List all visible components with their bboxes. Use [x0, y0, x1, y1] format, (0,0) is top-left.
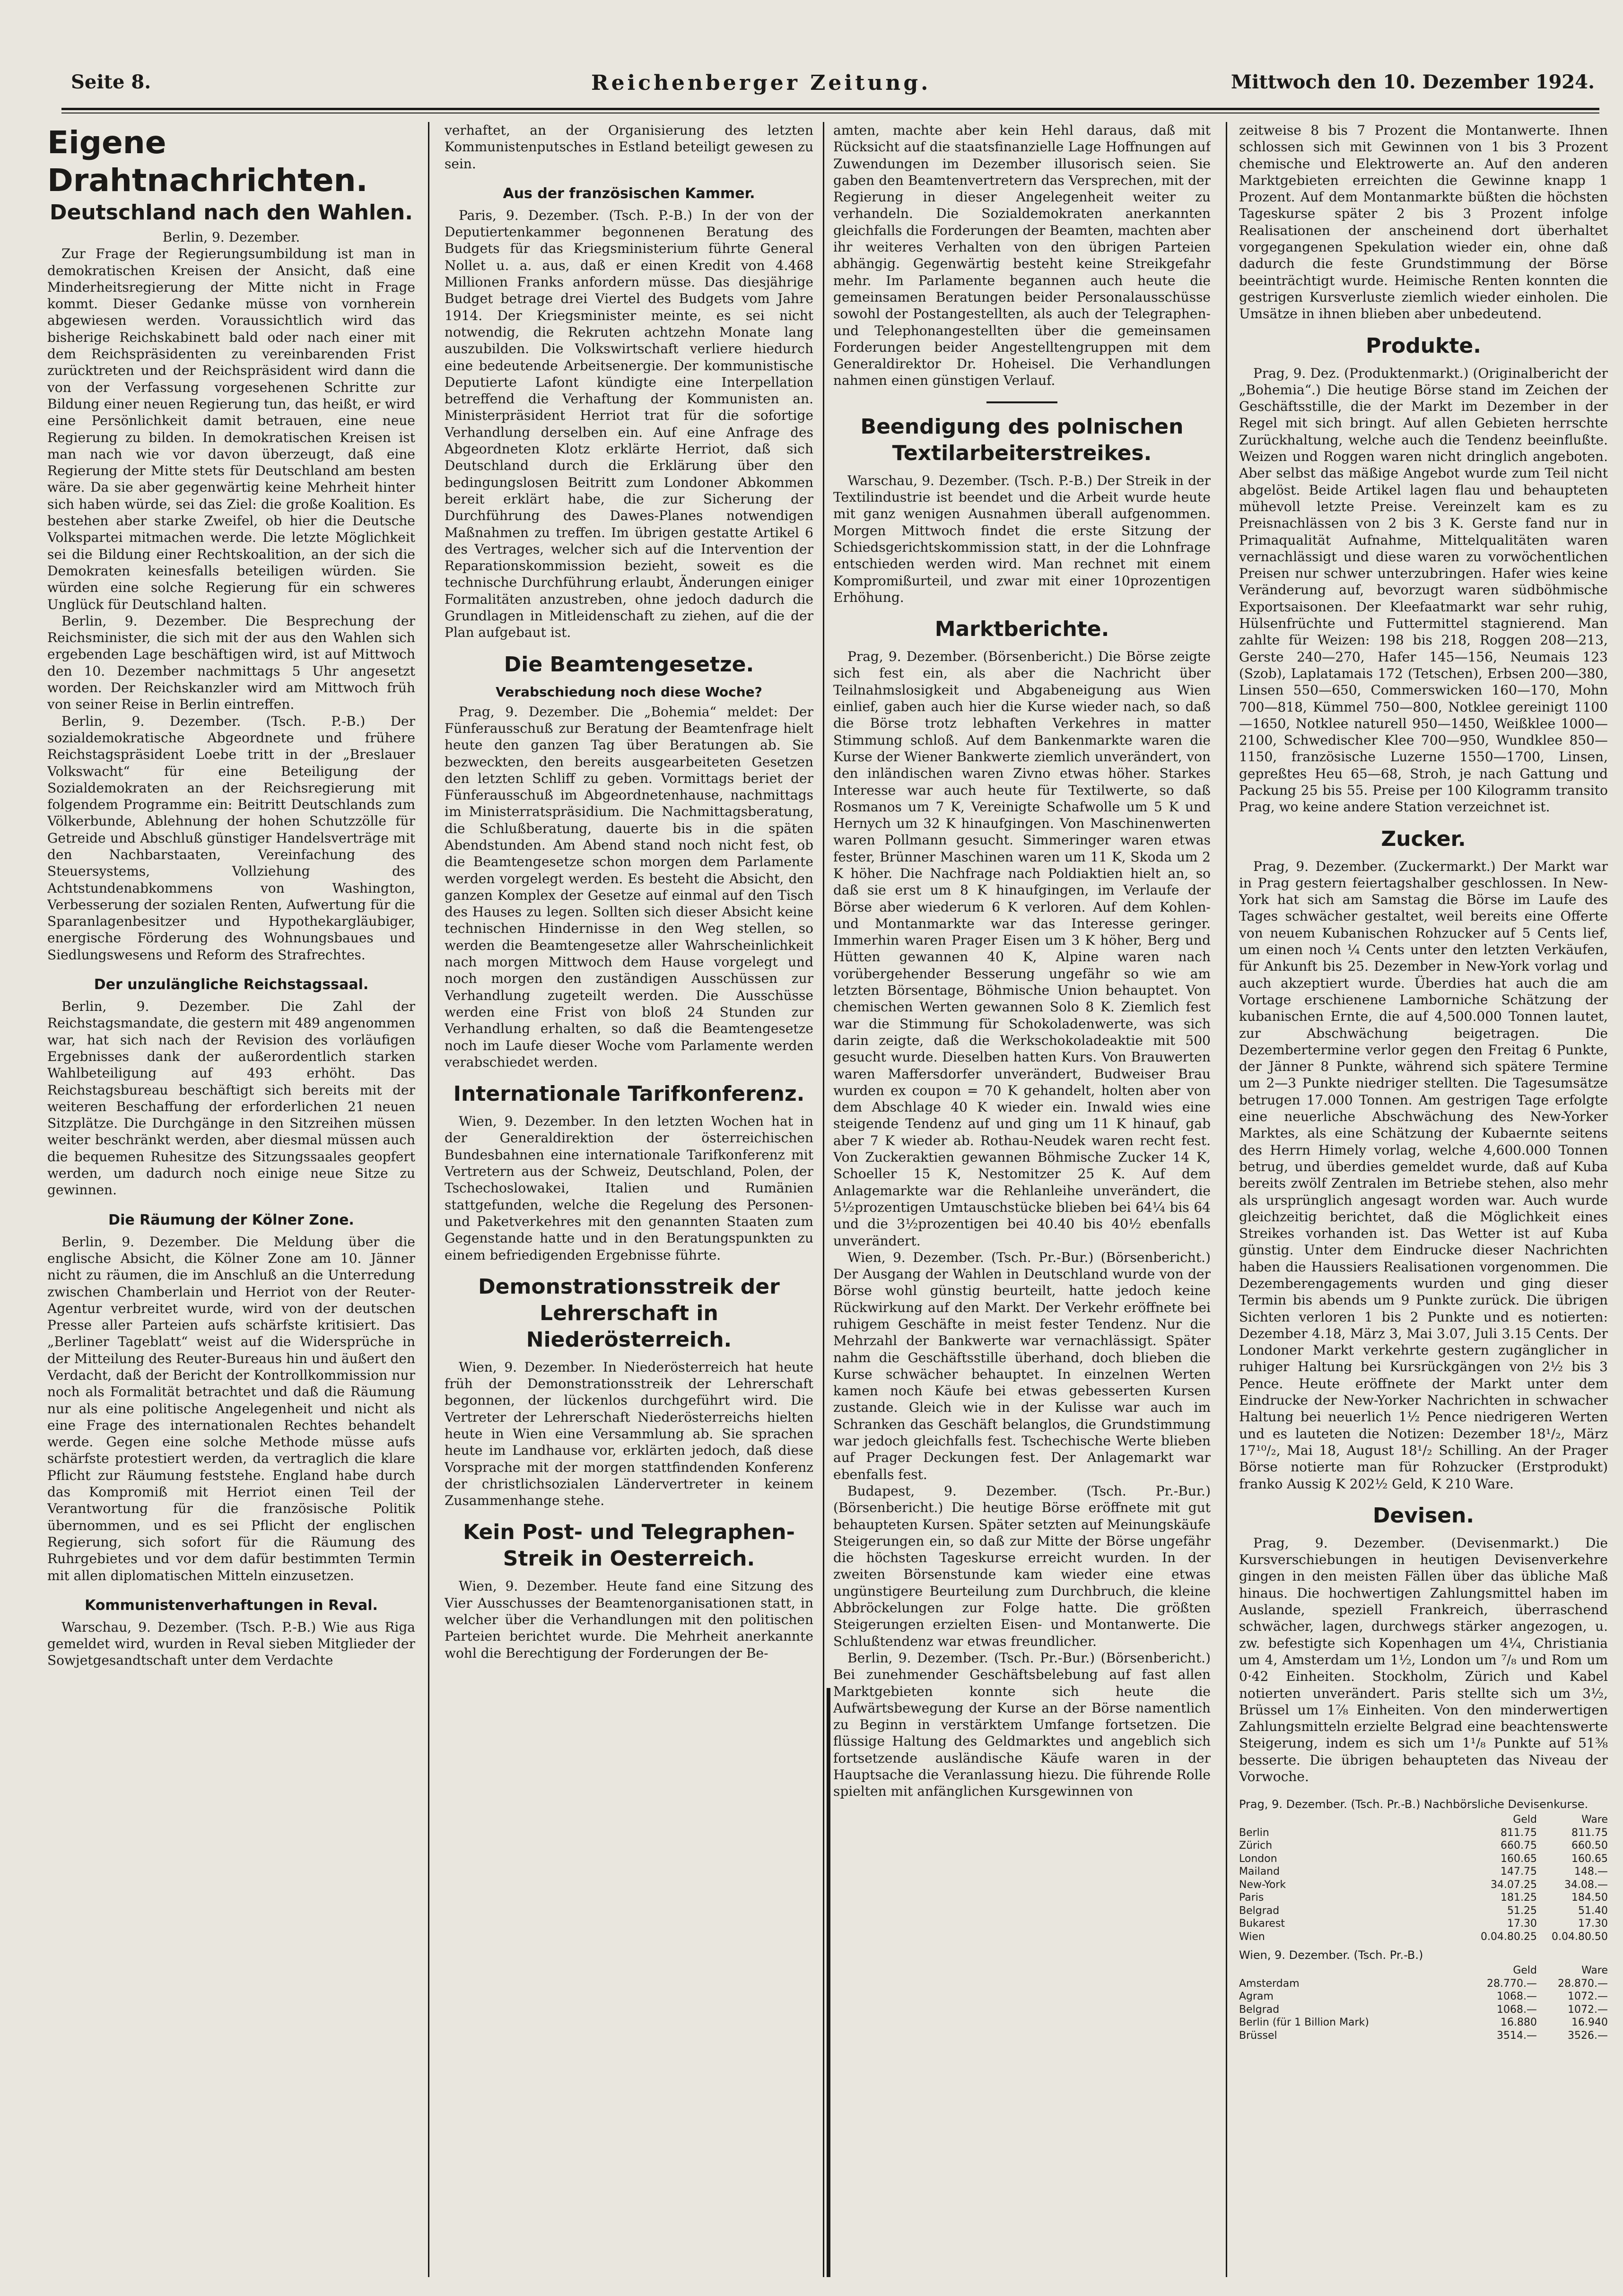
article-headline: Die Räumung der Kölner Zone.	[108, 1211, 354, 1228]
bid-cell: 1068.—	[1497, 2003, 1537, 2016]
city-cell: Zürich	[1239, 1840, 1273, 1852]
ask-cell: 148.—	[1574, 1866, 1608, 1878]
column-divider	[1226, 122, 1227, 2277]
table-row	[1239, 1865, 1608, 1879]
paragraph: Prag, 9. Dezember. (Zuckermarkt.) Der Markt war in Prag gestern feiertagshalber geschlossen. In New-York hat sich am Samstag die Börse im Laufe des Tages schwächer gestaltet, weil bereits eine Offerte von neuem Kubanischen Rohzucker auf 5 Cents lief, um einen noch ¼ Cents unter den letzten Verkäufen, für Ankunft bis 25. Dezember in New-York vorlag und auch akzeptiert wurde. Überdies hat auch die am Vortage erschienene Lamborniche Schätzung der kubanischen Ernte, die auf 4,500.000 Tonnen lautet, zur Abschwächung beigetragen. Die Dezembertermine verlor gegen den Freitag 6 Punkte, der Jänner 8 Punkte, während sich spätere Termine um 2—3 Punkte niedriger stellten. Die Tagesumsätze betrugen 17.000 Tonnen. Am gestrigen Tage erfolgte eine neuerliche Abschwächung des New-Yorker Marktes, als eine Schätzung der Kubaernte seitens des Herrn Himely vorlag, welche 4,600.000 Tonnen betrug, und überdies gemeldet wurde, daß auf Kuba bereits zwölf Zentralen im Betriebe stehen, also mehr als ursprünglich angesagt worden war. Auch wurde gleichzeitig berichtet, daß die Möglichkeit eines Streikes vorhanden ist. Das Wetter ist auf Kuba günstig. Unter dem Eindrucke dieser Nachrichten haben die Haussiers Realisationen vorgenommen. Die Dezemberengagements wurden und ging dieser Termin bis abends um 9 Punkte zurück. Die übrigen Sichten verloren 1 bis 2 Punkte und es notierten: Dezember 4.18, März 3, Mai 3.07, Juli 3.15 Cents. Der Londoner Markt verkehrte gestern zugänglicher in ruhiger Haltung bei Kursrückgängen von 2½ bis 3 Pence. Heute eröffnete der Markt unter dem Eindrucke der New-Yorker Nachrichten in schwacher Haltung bei neuerlich 1½ Pence niedrigeren Werten und es lauteten die Notizen: Dezember 18¹/₂, März 17¹⁰/₂, Mai 18, August 18¹/₂ Schilling. An der Prager Börse notierte man für Rohzucker (Erstprodukt) franko Aussig K 202½ Geld, K 210 Ware.	[1239, 858, 1608, 1492]
city-cell: London	[1239, 1852, 1277, 1865]
article-headline: Kommunistenverhaftungen in Reval.	[85, 1597, 378, 1614]
bid-cell: 160.65	[1501, 1852, 1537, 1865]
ask-cell: 160.65	[1571, 1852, 1608, 1865]
section-headline: Zucker.	[1381, 826, 1466, 851]
dateline: Berlin, 9. Dezember.	[162, 229, 300, 245]
paragraph: Berlin, 9. Dezember. Die Zahl der Reichstagsmandate, die gestern mit 489 angenommen war, hat sich nach der Revision des vorläufigen Ergebnisses dank der außerordentlich starken Wahlbeteiligung auf 493 erhöht. Das Reichstagsbureau beschäftigt sich bereits mit der weiteren Beschaffung der erforderlichen 21 neuen Sitzplätze. Die Durchgänge in den Sitzreihen müssen weiter beschränkt werden, aber diesmal müssen auch die bequemen Ruhesitze des Sitzungssaales geopfert werden, um dadurch noch einige neue Sitze zu gewinnen.	[47, 999, 415, 1198]
article-headline: Die Beamtengesetze.	[504, 652, 754, 677]
table-title: Wien, 9. Dezember. (Tsch. Pr.-B.)	[1239, 1948, 1423, 1962]
paragraph: Wien, 9. Dezember. In den letzten Wochen hat in der Generaldirektion der österreichischen Bundesbahnen eine internationale Tarifkonferenz mit Vertretern aus der Schweiz, Deutschland, Polen, der Tschechoslowakei, Italien und Rumänien stattgefunden, welche die Regelung des Personen- und Paketverkehres mit den genannten Staaten zum Gegenstande hatte und in den Beratungspunkten zu einem befriedigenden Ergebnisse führte.	[445, 1113, 813, 1263]
column-1	[47, 122, 415, 2277]
ask-cell: 28.870.—	[1558, 1977, 1608, 1990]
column-divider	[428, 122, 429, 2277]
table-row	[1239, 1990, 1608, 2003]
bid-cell: 0.04.80.25	[1481, 1931, 1537, 1943]
table-row	[1239, 1826, 1608, 1840]
table-header-row	[1239, 1964, 1608, 1977]
paragraph: Prag, 9. Dezember. (Börsenbericht.) Die Börse zeigte sich fest ein, als aber die Nachricht über Teilnahmslosigkeit und Abgabeneigung aus Wien einlief, gaben auch hier die Kurse wieder nach, so daß die Börse trotz lebhaften Verkehres in matter Stimmung schloß. Auf dem Bankenmarkte waren die Kurse der Wiener Bankwerte ziemlich unverändert, von den inländischen waren Zivno etwas höher. Starkes Interesse war auch heute für Textilwerte, so daß Rosmanos um 7 K, Vereinigte Schafwolle um 5 K und Hernych um 32 K hinaufgingen. Von Maschinenwerten waren Pollmann gesucht. Simmeringer waren etwas fester, Brünner Maschinen waren um 11 K, Skoda um 2 K höher. Die Nachfrage nach Poldiaktien hielt an, so daß sie erst um 8 K hinaufgingen, im Verlaufe der Börse aber wiederum 6 K verloren. Auf dem Kohlen- und Montanmarkte war das Interesse geringer. Immerhin waren Prager Eisen um 3 K höher, Berg und Hütten gewannen 40 K, Alpine waren nach vorübergehender Besserung ungefähr so wie am letzten Börsentage, Böhmische Union behauptet. Von chemischen Werten gewannen Solo 8 K. Ziemlich fest war die Stimmung für Schokoladenwerte, was sich darin zeigte, daß die Werkschokoladeaktie mit 500 gesucht wurde. Dieselben hatten Kurs. Von Brauwerten waren Maffersdorfer unverändert, Budweiser Brau wurden ex coupon = 70 K gehandelt, holten aber von dem Abschlage 40 K wieder ein. Inwald wies eine steigende Tendenz auf und ging um 11 K hinauf, gab aber 7 K wieder ab. Rothau-Neudek waren recht fest. Von Zuckeraktien gewannen Böhmische Zucker 14 K, Schoeller 15 K, Nestomitzer 25 K. Auf dem Anlagemarkte war die Rehlanleihe unverändert, die 5½prozentigen Umtauschstücke blieben bei 64¼ bis 64 und die 3½prozentigen bei 40.40 bis 40½ ebenfalls unverändert.	[833, 649, 1211, 1249]
bid-cell: 17.30	[1507, 1918, 1537, 1930]
paragraph: Berlin, 9. Dezember. Die Besprechung der Reichsminister, die sich mit der aus den Wahlen sich ergebenden Lage beschäftigen wird, ist auf Mittwoch den 10. Dezember nachmittags 5 Uhr angesetzt worden. Der Reichskanzler wird am Mittwoch früh von seiner Reise in Berlin eintreffen.	[47, 613, 415, 713]
bid-cell: 3514.—	[1497, 2029, 1537, 2042]
city-cell: New-York	[1239, 1879, 1286, 1891]
bid-cell: 34.07.25	[1491, 1879, 1537, 1891]
column-header: Geld	[1513, 1965, 1537, 1977]
ask-cell: 3526.—	[1568, 2029, 1608, 2042]
exchange-rate-table	[1239, 1964, 1608, 2042]
column-header: Ware	[1581, 1965, 1608, 1977]
paragraph: Berlin, 9. Dezember. (Tsch. Pr.-Bur.) (Börsenbericht.) Bei zunehmender Geschäftsbelebung auf fast allen Marktgebieten konnte sich heute die Aufwärtsbewegung der Kurse an der Börse namentlich zu Beginn in verstärktem Umfange fortsetzen. Die flüssige Haltung des Geldmarktes und angeblich sich fortsetzende ausländische Käufe waren in der Hauptsache die Veranlassung hiezu. Die führende Rolle spielten mit anfänglichen Kursgewinnen von	[833, 1650, 1211, 1800]
paragraph: Warschau, 9. Dezember. (Tsch. P.-B.) Der Streik in der Textilindustrie ist beendet und die Arbeit wurde heute mit ganz wenigen Ausnahmen überall aufgenommen. Morgen Mittwoch findet die erste Sitzung der Schiedsgerichtskommission statt, in der die Lohnfrage entschieden werden wird. Man rechnet mit einem Kompromißurteil, und zwar mit einer 10prozentigen Erhöhung.	[833, 472, 1211, 605]
issue-date: Mittwoch den 10. Dezember 1924.	[1230, 71, 1595, 93]
city-cell: Paris	[1239, 1892, 1264, 1904]
paragraph: Zur Frage der Regierungsumbildung ist man in demokratischen Kreisen der Ansicht, daß eine Minderheitsregierung der Mitte nicht in Frage kommt. Dieser Gedanke müsse von vornherein abgewiesen werden. Voraussichtlich wird das bisherige Reichskabinett bald oder nach einer mit dem Reichspräsidenten zu vereinbarenden Frist zurücktreten und der Reichspräsident wird dann die von der Verfassung vorgesehenen Schritte zur Bildung einer neuen Regierung tun, das heißt, er wird eine Persönlichkeit damit betrauen, eine neue Regierung zu bilden. In demokratischen Kreisen ist man nach wie vor davon überzeugt, daß eine Regierung der Mitte stets für Deutschland am besten wäre. Da sie aber gegenwärtig keine Mehrheit hinter sich haben würde, sei das Ziel: die große Koalition. Es bestehen aber starke Zweifel, ob hier die Deutsche Volkspartei mitmachen werde. Die letzte Möglichkeit sei die Bildung einer Rechtskoalition, an der sich die Demokraten keinesfalls beteiligen würden. Sie würden eine solche Regierung für ein schweres Unglück für Deutschland halten.	[47, 246, 415, 612]
city-cell: Berlin (für 1 Billion Mark)	[1239, 2017, 1369, 2029]
table-row	[1239, 1839, 1608, 1852]
paragraph: amten, machte aber kein Hehl daraus, daß mit Rücksicht auf die staatsfinanzielle Lage Hoffnungen auf Zuwendungen im Dezember illusorisch seien. Sie gaben den Beamtenvertretern das Versprechen, mit der Regierung in dieser Angelegenheit weiter zu verhandeln. Die Sozialdemokraten anerkannten gleichfalls die Forderungen der Beamten, machten aber ihr weiteres Verhalten von den übrigen Parteien abhängig. Gegenwärtig besteht keine Streikgefahr mehr. Im Parlamente begannen auch heute die gemeinsamen Beratungen beider Personalausschüsse sowohl der Postangestellten, als auch der Telegraphen- und Telephonangestellten über die gemeinsamen Forderungen beider Angestelltengruppen mit dem Generaldirektor Dr. Hoheisel. Die Verhandlungen nahmen einen günstigen Verlauf.	[833, 122, 1211, 389]
bid-cell: 147.75	[1501, 1866, 1537, 1878]
ask-cell: 16.940	[1571, 2017, 1608, 2029]
masthead: Reichenberger Zeitung.	[591, 71, 931, 95]
bid-cell: 16.880	[1501, 2017, 1537, 2029]
bid-cell: 1068.—	[1497, 1991, 1537, 2003]
table-row	[1239, 1879, 1608, 1892]
ask-cell: 17.30	[1578, 1918, 1608, 1930]
page-number: Seite 8.	[71, 71, 151, 93]
city-cell: Belgrad	[1239, 2003, 1280, 2016]
table-row	[1239, 2003, 1608, 2017]
bid-cell: 660.75	[1501, 1840, 1537, 1852]
article-headline: Internationale Tarifkonferenz.	[453, 1082, 805, 1106]
bid-cell: 181.25	[1501, 1892, 1537, 1904]
paragraph: Paris, 9. Dezember. (Tsch. P.-B.) In der von der Deputiertenkammer begonnenen Beratung des Budgets für das Kriegsministerium führte General Nollet u. a. aus, daß er einen Kredit von 4.468 Millionen Franks anfordern müsse. Das diesjährige Budget betrage drei Viertel des Budgets vom Jahre 1914. Der Kriegsminister meinte, es sei nicht notwendig, die Rekruten achtzehn Monate lang auszubilden. Die Volkswirtschaft verliere hiedurch eine bedeutende Arbeitsenergie. Der kommunistische Deputierte Lafont kündigte eine Interpellation betreffend die Verhaftung der Kommunisten an. Ministerpräsident Herriot trat für die sofortige Verhandlung derselben ein. Auf eine Anfrage des Abgeordneten Klotz erklärte Herriot, daß sich Deutschland durch die Erklärung über den bedingungslosen Beitritt zum Londoner Abkommen bereit erklärt habe, die zur Sicherung der Durchführung des Dawes-Planes notwendigen Maßnahmen zu treffen. Im übrigen gestatte Artikel 6 des Vertrages, welcher sich auf die Intervention der Reparationskommission bezieht, soweit es die technische Durchführung erlaubt, Änderungen einiger Formalitäten anzustreben, ohne jedoch dadurch die Grundlagen in Mitleidenschaft zu ziehen, auf die der Plan aufgebaut ist.	[445, 207, 813, 641]
city-cell: Wien	[1239, 1931, 1265, 1943]
article-subheadline: Verabschiedung noch diese Woche?	[496, 684, 762, 700]
ask-cell: 811.75	[1571, 1826, 1608, 1839]
column-header: Ware	[1581, 1814, 1608, 1826]
column-header	[1239, 1964, 1466, 1977]
table-header-row	[1239, 1813, 1608, 1826]
bid-cell: 51.25	[1507, 1905, 1537, 1917]
table-row	[1239, 1891, 1608, 1905]
ask-cell: 1072.—	[1568, 1991, 1608, 2003]
city-cell: Berlin	[1239, 1826, 1269, 1839]
table-row	[1239, 1852, 1608, 1866]
paragraph: Wien, 9. Dezember. (Tsch. Pr.-Bur.) (Börsenbericht.) Der Ausgang der Wahlen in Deutschland wurde von der Börse wohl günstig beurteilt, hatte jedoch keine Rückwirkung auf den Markt. Der Verkehr eröffnete bei ruhigem Geschäfte in meist fester Tendenz. Nur die Mehrzahl der Bankwerte war vernachlässigt. Später nahm die Geschäftsstille überhand, doch blieben die Kurse schwächer behauptet. In einzelnen Werten kamen noch Käufe bei etwas gebesserten Kursen zustande. Gleich wie in der Kulisse war auch im Schranken das Geschäft belanglos, die Grundstimmung war jedoch gleichfalls fest. Tschechische Werte blieben auf Prager Deckungen fest. Der Anlagemarkt war ebenfalls fest.	[833, 1249, 1211, 1482]
column-3	[833, 122, 1211, 2277]
bid-cell: 28.770.—	[1487, 1977, 1537, 1990]
paragraph: Budapest, 9. Dezember. (Tsch. Pr.-Bur.) (Börsenbericht.) Die heutige Börse eröffnete mit gut behaupteten Kursen. Später setzten auf Meinungskäufe Steigerungen ein, so daß zur Mitte der Börse ungefähr die höchsten Tageskurse erreicht wurden. In der zweiten Börsenstunde kam wieder eine etwas ungünstigere Beurteilung zum Durchbruch, die kleine Abbröckelungen zur Folge hatte. Die größten Steigerungen erzielten Eisen- und Montanwerte. Die Schlußtendenz war etwas freundlicher.	[833, 1483, 1211, 1649]
column-divider	[823, 122, 824, 2277]
ask-cell: 34.08.—	[1564, 1879, 1608, 1891]
city-cell: Agram	[1239, 1991, 1274, 2003]
ask-cell: 51.40	[1578, 1905, 1608, 1917]
column-header: Geld	[1513, 1814, 1537, 1826]
article-headline: Der unzulängliche Reichstagssaal.	[94, 976, 369, 993]
table-row	[1239, 1931, 1608, 1944]
paragraph: zeitweise 8 bis 7 Prozent die Montanwerte. Ihnen schlossen sich mit Gewinnen von 1 bis 3 Prozent chemische und Elektrowerte an. Auf den anderen Marktgebieten erreichten die Gewinne knapp 1 Prozent. Auf dem Montanmarkte büßten die höchsten Tageskurse später 2 bis 3 Prozent infolge Realisationen der anscheinend dort überhaltet vorgegangenen Spekulation wieder ein, ohne daß dadurch die feste Grundstimmung der Börse beeinträchtigt wurde. Heimische Renten konnten die gestrigen Kursverluste ziemlich wieder einholen. Die Umsätze in ihnen blieben aber unbedeutend.	[1239, 122, 1608, 322]
city-cell: Amsterdam	[1239, 1977, 1300, 1990]
ask-cell: 660.50	[1571, 1840, 1608, 1852]
column-4	[1239, 122, 1608, 2277]
city-cell: Bukarest	[1239, 1918, 1285, 1930]
city-cell: Brüssel	[1239, 2029, 1277, 2042]
city-cell: Mailand	[1239, 1866, 1280, 1878]
paragraph: Berlin, 9. Dezember. (Tsch. P.-B.) Der sozialdemokratische Abgeordnete und frühere Reichstagspräsident Loebe tritt in der „Breslauer Volkswacht“ für eine Beteiligung der Sozialdemokraten an der Reichsregierung mit folgendem Programme ein: Beitritt Deutschlands zum Völkerbunde, Ablehnung der hohen Schutzzölle für Getreide und Abschluß günstiger Handelsverträge mit den Nachbarstaaten, Vereinfachung des Steuersystems, Vollziehung des Achtstundenabkommens von Washington, Verbesserung der sozialen Renten, Aufwertung für die Sparanlagenbesitzer und Hypothekargläubiger, energische Förderung des Wohnungsbaues und Siedlungswesens und Reform des Strafrechtes.	[47, 713, 415, 963]
article-headline: Beendigung des polnischen Textilarbeiterstreikes.	[860, 414, 1184, 465]
article-headline: Demonstrationsstreik der Lehrerschaft in Niederösterreich.	[478, 1274, 780, 1352]
section-headline: Marktberichte.	[934, 617, 1109, 642]
ask-cell: 184.50	[1571, 1892, 1608, 1904]
article-headline: Kein Post- und Telegraphen-Streik in Oesterreich.	[463, 1520, 795, 1571]
ask-cell: 1072.—	[1568, 2003, 1608, 2016]
section-title: Eigene Drahtnachrichten.	[47, 124, 368, 199]
table-row	[1239, 1917, 1608, 1931]
table-row	[1239, 2016, 1608, 2029]
section-rule	[986, 401, 1057, 403]
paragraph: verhaftet, an der Organisierung des letzten Kommunistenputsches in Estland beteiligt gewesen zu sein.	[445, 122, 813, 172]
column-2	[445, 122, 813, 2277]
table-row	[1239, 2029, 1608, 2043]
paragraph: Berlin, 9. Dezember. Die Meldung über die englische Absicht, die Kölner Zone am 10. Jänner nicht zu räumen, die im Anschluß an die Unterredung zwischen Chamberlain und Herriot von der Reuter-Agentur verbreitet wurde, wird von der deutschen Presse aller Parteien aufs schärfste kritisiert. Das „Berliner Tageblatt“ weist auf die Widersprüche in der Mitteilung des Reuter-Bureaus hin und äußert den Verdacht, daß der Bericht der Kontrollkommission nur noch als Formalität betrachtet und daß die Räumung nur als eine politische Angelegenheit und nicht als eine Frage des internationalen Rechtes behandelt werde. Gegen eine solche Methode müsse aufs schärfste protestiert werden, da vertraglich die klare Pflicht zur Räumung feststehe. England habe durch das Kompromiß mit Herriot einen Teil der Verantwortung für die französische Politik übernommen, und es sei Pflicht der englischen Regierung, sich sofort für die Räumung des Ruhrgebietes und vor dem dafür bestimmten Termin mit allen diplomatischen Mitteln einzusetzen.	[47, 1234, 415, 1583]
paragraph: Prag, 9. Dezember. Die „Bohemia“ meldet: Der Fünferausschuß zur Beratung der Beamtenfrage hielt heute den ganzen Tag über Beratungen ab. Sie bezweckten, den bereits ausgearbeiteten Gesetzen den letzten Schliff zu geben. Vormittags beriet der Fünferausschuß im Abgeordnetenhause, nachmittags im Ministerratspräsidium. Die Nachmittagsberatung, die Schlußberatung, dauerte bis in die späten Abendstunden. Am Abend stand noch nicht fest, ob die Beamtengesetze schon morgen dem Parlamente werden vorgelegt werden. Es besteht die Absicht, den ganzen Komplex der Gesetze auf einmal auf den Tisch des Hauses zu legen. Sollten sich dieser Absicht keine technischen Hindernisse in den Weg stellen, so werden die Beamtengesetze aller Wahrscheinlichkeit nach morgen Mittwoch dem Hause vorgelegt und noch morgen den zuständigen Ausschüssen zur Verhandlung zugeteilt werden. Die Ausschüsse werden eine Frist von bloß 24 Stunden zur Verhandlung erhalten, so daß die Beamtengesetze noch im Laufe dieser Woche vom Parlamente werden verabschiedet werden.	[445, 704, 813, 1070]
table-row	[1239, 1977, 1608, 1991]
article-headline: Deutschland nach den Wahlen.	[50, 200, 413, 225]
bid-cell: 811.75	[1501, 1826, 1537, 1839]
column-header	[1239, 1813, 1466, 1826]
paragraph: Wien, 9. Dezember. Heute fand eine Sitzung des Vier Ausschusses der Beamtenorganisationen statt, in welcher über die Verhandlungen mit den politischen Parteien berichtet wurde. Die Mehrheit anerkannte wohl die Berechtigung der Forderungen der Be-	[445, 1578, 813, 1661]
paragraph: Prag, 9. Dezember. (Devisenmarkt.) Die Kursverschiebungen in heutigen Devisenverkehre gingen in den meisten Fällen über das übliche Maß hinaus. Die hochwertigen Zahlungsmittel haben im Auslande, speziell Frankreich, überraschend schwächer, lagen, durchwegs stärker angezogen, u. zw. befestigte sich Kopenhagen um 4¼, Christiania um 4, Amsterdam um 1½, London um ⁷/₈ und Rom um 0·42 Einheiten. Stockholm, Zürich und Kabel notierten unverändert. Paris stellte sich um 3½, Brüssel um 1⅞ Einheiten. Von den minderwertigen Zahlungsmitteln erzielte Belgrad eine beachtenswerte Steigerung, indem es sich um 1¹/₈ Punkte auf 51⅜ besserte. Die übrigen behaupteten das Niveau der Vorwoche.	[1239, 1535, 1608, 1785]
city-cell: Belgrad	[1239, 1905, 1280, 1917]
paragraph: Wien, 9. Dezember. In Niederösterreich hat heute früh der Demonstrationsstreik der Lehrerschaft begonnen, der lückenlos durchgeführt wird. Die Vertreter der Lehrerschaft Niederösterreichs hielten heute in Wien eine Versammlung ab. Sie sprachen heute im Landhause vor, erklärten jedoch, daß diese Vorsprache mit der morgen stattfindenden Konferenz der christlichsozialen Ländervertreter in keinem Zusammenhange stehe.	[445, 1359, 813, 1509]
paragraph: Warschau, 9. Dezember. (Tsch. P.-B.) Wie aus Riga gemeldet wird, wurden in Reval sieben Mitglieder der Sowjetgesandtschaft unter dem Verdachte	[47, 1619, 415, 1669]
section-headline: Produkte.	[1366, 333, 1481, 358]
section-headline: Devisen.	[1372, 1503, 1475, 1528]
exchange-rate-table	[1239, 1813, 1608, 1943]
column-divider-bold	[827, 1688, 830, 2277]
table-row	[1239, 1905, 1608, 1918]
table-title: Prag, 9. Dezember. (Tsch. Pr.-B.) Nachbörsliche Devisenkurse.	[1239, 1798, 1588, 1811]
article-headline: Aus der französischen Kammer.	[503, 185, 755, 202]
ask-cell: 0.04.80.50	[1552, 1931, 1608, 1943]
header-rule	[61, 108, 1599, 110]
paragraph: Prag, 9. Dez. (Produktenmarkt.) (Originalbericht der „Bohemia“.) Die heutige Börse stand im Zeichen der Geschäftsstille, die der Markt im Dezember in der Regel mit sich bringt. Auf allen Gebieten herrschte Zurückhaltung, welche auch die Tendenz beeinflußte. Weizen und Roggen waren nicht dringlich angeboten. Aber selbst das mäßige Angebot wurde zum Teil nicht abgelöst. Beide Artikel lagen flau und behaupteten mühevoll letzte Preise. Vereinzelt kam es zu Preisnachlässen von 2 bis 3 K. Gerste fand nur in Primaqualität Aufnahme, Mittelqualitäten waren vernachlässigt und diese waren zu vorwöchentlichen Preisen nur schwer unterzubringen. Hafer wies keine Veränderung auf, bevorzugt waren südböhmische Exportsaisonen. Der Kleefaatmarkt war sehr ruhig, Hülsenfrüchte und Futtermittel stagnierend. Man zahlte für Weizen: 198 bis 218, Roggen 208—213, Gerste 240—270, Hafer 145—156, Neumais 123 (Szob), Laplatamais 172 (Tetschen), Erbsen 200—380, Linsen 550—650, Commerswicken 160—170, Mohn 700—818, Kümmel 750—800, Notklee gereinigt 1100—1650, Notklee naturell 950—1450, Weißklee 1000—2100, Schwedischer Klee 700—950, Wundklee 850—1150, französische Luzerne 1550—1700, Linsen, gepreßtes Heu 65—68, Stroh, je nach Gattung und Packung 25 bis 55. Preise per 100 Kilogramm transito Prag, wo keine andere Station verzeichnet ist.	[1239, 365, 1608, 815]
